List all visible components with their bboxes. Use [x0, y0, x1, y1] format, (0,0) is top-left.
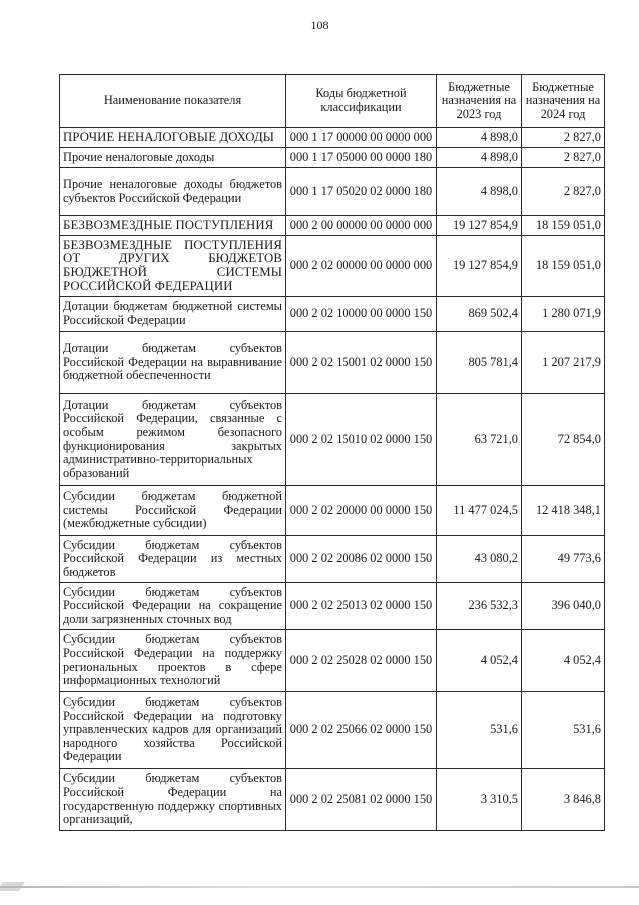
- table-row: [60, 583, 605, 630]
- row-value-2024: 4 052,4: [522, 630, 605, 692]
- row-value-2024: 2 827,0: [522, 128, 605, 148]
- row-value-2023: 19 127 854,9: [437, 236, 522, 297]
- row-code: 000 2 02 15010 02 0000 150: [286, 394, 437, 486]
- row-name: Прочие неналоговые доходы: [60, 148, 286, 168]
- row-code: 000 2 02 25013 02 0000 150: [286, 583, 437, 630]
- row-code: 000 1 17 05020 02 0000 180: [286, 168, 437, 216]
- row-name: Субсидии бюджетам субъектов Российской Федерации на подготовку управленческих кадров для организаций народного хозяйства Российской Федерации: [60, 692, 286, 769]
- row-code: 000 2 02 20000 00 0000 150: [286, 486, 437, 536]
- row-name: Субсидии бюджетам субъектов Российской Федерации из местных бюджетов: [60, 536, 286, 583]
- table-row: [60, 297, 605, 332]
- row-name: Дотации бюджетам субъектов Российской Федерации на выравнивание бюджетной обеспеченности: [60, 332, 286, 394]
- row-code: 000 2 02 20086 02 0000 150: [286, 536, 437, 583]
- row-value-2023: 4 898,0: [437, 128, 522, 148]
- row-code: 000 2 00 00000 00 0000 000: [286, 216, 437, 236]
- row-value-2024: 3 846,8: [522, 769, 605, 831]
- row-name: Субсидии бюджетам субъектов Российской Федерации на государственную поддержку спортивных организаций,: [60, 769, 286, 831]
- row-code: 000 2 02 10000 00 0000 150: [286, 297, 437, 332]
- table-row: [60, 168, 605, 216]
- row-code: 000 2 02 25066 02 0000 150: [286, 692, 437, 769]
- row-code: 000 2 02 00000 00 0000 000: [286, 236, 437, 297]
- row-value-2023: 19 127 854,9: [437, 216, 522, 236]
- table-row: [60, 148, 605, 168]
- row-value-2024: 531,6: [522, 692, 605, 769]
- table-row: [60, 769, 605, 831]
- table-row: [60, 630, 605, 692]
- row-name: Субсидии бюджетам субъектов Российской Федерации на сокращение доли загрязненных сточных вод: [60, 583, 286, 630]
- row-value-2024: 49 773,6: [522, 536, 605, 583]
- row-value-2024: 12 418 348,1: [522, 486, 605, 536]
- table-row: [60, 332, 605, 394]
- table-row: [60, 692, 605, 769]
- row-value-2023: 11 477 024,5: [437, 486, 522, 536]
- row-value-2024: 1 280 071,9: [522, 297, 605, 332]
- header-year-2024: Бюджетные назначения на 2024 год: [522, 75, 605, 128]
- table-row: [60, 536, 605, 583]
- row-code: 000 2 02 25081 02 0000 150: [286, 769, 437, 831]
- row-value-2023: 4 052,4: [437, 630, 522, 692]
- row-value-2023: 4 898,0: [437, 168, 522, 216]
- row-value-2023: 43 080,2: [437, 536, 522, 583]
- row-code: 000 1 17 05000 00 0000 180: [286, 148, 437, 168]
- row-value-2023: 869 502,4: [437, 297, 522, 332]
- row-value-2024: 396 040,0: [522, 583, 605, 630]
- row-value-2024: 72 854,0: [522, 394, 605, 486]
- table-row: [60, 236, 605, 297]
- header-code: Коды бюджетной классификации: [286, 75, 437, 128]
- row-name: Дотации бюджетам субъектов Российской Федерации, связанные с особым режимом безопасного функционирования закрытых административно-территориальных образований: [60, 394, 286, 486]
- row-code: 000 2 02 15001 02 0000 150: [286, 332, 437, 394]
- row-name: Прочие неналоговые доходы бюджетов субъектов Российской Федерации: [60, 168, 286, 216]
- row-value-2024: 1 207 217,9: [522, 332, 605, 394]
- table-row: [60, 128, 605, 148]
- budget-table: [59, 74, 605, 831]
- row-value-2023: 4 898,0: [437, 148, 522, 168]
- row-value-2023: 63 721,0: [437, 394, 522, 486]
- row-value-2024: 2 827,0: [522, 168, 605, 216]
- row-name: Дотации бюджетам бюджетной системы Российской Федерации: [60, 297, 286, 332]
- row-value-2023: 805 781,4: [437, 332, 522, 394]
- header-name: Наименование показателя: [60, 75, 286, 128]
- row-name: Субсидии бюджетам бюджетной системы Российской Федерации (межбюджетные субсидии): [60, 486, 286, 536]
- row-name: ПРОЧИЕ НЕНАЛОГОВЫЕ ДОХОДЫ: [60, 128, 286, 148]
- row-value-2024: 18 159 051,0: [522, 236, 605, 297]
- row-value-2023: 531,6: [437, 692, 522, 769]
- row-value-2023: 236 532,3: [437, 583, 522, 630]
- row-value-2023: 3 310,5: [437, 769, 522, 831]
- row-name: БЕЗВОЗМЕЗДНЫЕ ПОСТУПЛЕНИЯ: [60, 216, 286, 236]
- table-header-row: [60, 75, 605, 128]
- row-code: 000 2 02 25028 02 0000 150: [286, 630, 437, 692]
- header-year-2023: Бюджетные назначения на 2023 год: [437, 75, 522, 128]
- row-value-2024: 2 827,0: [522, 148, 605, 168]
- table-row: [60, 216, 605, 236]
- row-value-2024: 18 159 051,0: [522, 216, 605, 236]
- page-number: 108: [310, 18, 329, 32]
- row-name: БЕЗВОЗМЕЗДНЫЕ ПОСТУПЛЕНИЯ ОТ ДРУГИХ БЮДЖЕТОВ БЮДЖЕТНОЙ СИСТЕМЫ РОССИЙСКОЙ ФЕДЕРАЦИИ: [60, 236, 286, 297]
- row-name: Субсидии бюджетам субъектов Российской Федерации на поддержку региональных проектов в сфере информационных технологий: [60, 630, 286, 692]
- table-row: [60, 486, 605, 536]
- table-row: [60, 394, 605, 486]
- scan-edge-line: [0, 886, 639, 888]
- row-code: 000 1 17 00000 00 0000 000: [286, 128, 437, 148]
